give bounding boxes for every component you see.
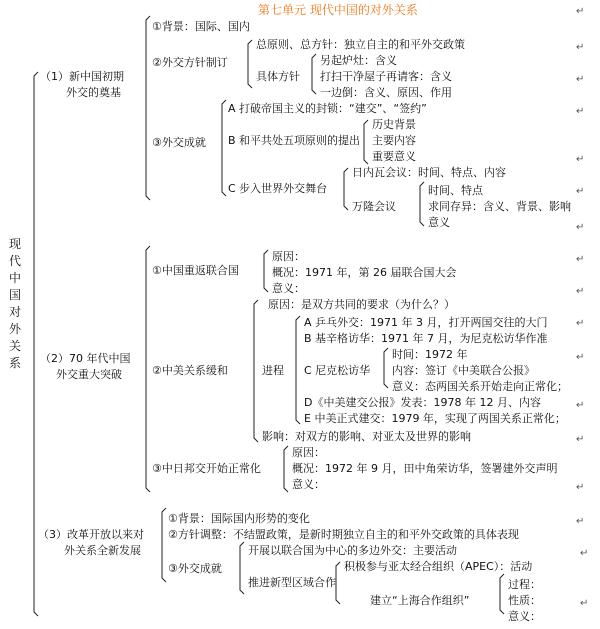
s1-geneva: 日内瓦会议：时间、特点、内容: [352, 166, 506, 179]
s2-sino-japan-1: 原因：: [292, 446, 325, 459]
s1-ach-b-1: 历史背景: [372, 118, 416, 131]
s3-apec: 积极参与亚太经合组织（APEC）：活动: [344, 560, 533, 573]
s1-bandung: 万隆会议: [352, 200, 396, 213]
s2-process: 进程: [262, 364, 284, 377]
s1-ach-b-2: 主要内容: [372, 134, 416, 147]
s1-policy-specific: 具体方针: [256, 70, 300, 83]
s2-sino-us: ②中美关系缓和: [152, 364, 228, 377]
s3-sco-1: 过程：: [508, 578, 541, 591]
return-mark: ↵: [576, 318, 585, 329]
s3-ach-1: 开展以联合国为中心的多边外交：主要活动: [248, 544, 457, 557]
s1-background: ①背景：国际、国内: [152, 20, 250, 33]
s3-sco-3: 意义：: [508, 610, 541, 623]
s3-background: ①背景：国际国内形势的变化: [168, 512, 310, 525]
return-mark: ↵: [576, 154, 585, 165]
s1-policy-item-1: 另起炉灶：含义: [320, 54, 397, 67]
s2-process-e: E 中美正式建交：1979 年，实现了两国关系正常化；: [304, 412, 566, 425]
s3-ach-2: 推进新型区域合作: [248, 576, 336, 589]
s1-policy-item-2: 打扫干净屋子再请客：含义: [320, 70, 452, 83]
return-mark: ↵: [576, 106, 585, 117]
s2-process-d: D《中美建交公报》发表：1978 年 12 月、内容: [304, 396, 541, 409]
s2-un-1: 原因：: [272, 250, 305, 263]
s2-influence: 影响：对双方的影响、对亚太及世界的影响: [262, 430, 471, 443]
s1-label-2: 外交的奠基: [66, 86, 121, 99]
return-mark: ↵: [576, 482, 585, 493]
s1-ach-b-3: 重要意义: [372, 150, 416, 163]
s2-sino-japan-3: 意义：: [292, 478, 325, 491]
s3-label: （3）改革开放以来对: [38, 528, 144, 541]
return-mark: ↵: [576, 254, 585, 265]
s2-process-c: C 尼克松访华: [304, 364, 371, 377]
return-mark: ↵: [576, 42, 585, 53]
root-topic: 现代中国对外关系: [8, 237, 21, 370]
s2-sino-japan: ③中日邦交开始正常化: [152, 462, 261, 475]
page-title: 第七单元 现代中国的对外关系: [258, 3, 418, 17]
s3-sco-2: 性质：: [508, 594, 541, 607]
s1-ach-c: C 步入世界外交舞台: [228, 182, 328, 195]
s2-process-c-1: 时间：1972 年: [392, 348, 468, 361]
s2-un-2: 概况：1971 年，第 26 届联合国大会: [272, 266, 457, 279]
s2-sino-japan-2: 概况：1972 年 9 月，田中角荣访华，签署建外交声明: [292, 462, 558, 475]
return-mark: ↵: [576, 74, 585, 85]
return-mark: ↵: [580, 548, 589, 559]
return-mark: ↵: [576, 352, 585, 363]
s1-policy: ②外交方针制订: [152, 56, 228, 69]
s2-un-3: 意义：: [272, 282, 305, 295]
s2-un: ①中国重返联合国: [152, 264, 239, 277]
return-mark: ↵: [576, 516, 585, 527]
return-mark: ↵: [576, 434, 585, 445]
s2-sino-us-reason: 原因：是双方共同的要求（为什么？）: [268, 298, 455, 311]
return-mark: ↵: [576, 222, 585, 233]
return-mark: ↵: [576, 286, 585, 297]
return-mark: ↵: [576, 186, 585, 197]
s1-policy-item-3: 一边倒：含义、原因、作用: [320, 86, 452, 99]
s3-adjustment: ②方针调整：不结盟政策，是新时期独立自主的和平外交政策的具体表现: [168, 528, 519, 541]
s2-label: （2）70 年代中国: [40, 352, 131, 365]
s1-label: （1）新中国初期: [40, 70, 124, 83]
return-mark: ↵: [576, 400, 585, 411]
s1-policy-general: 总原则、总方针：独立自主的和平外交政策: [256, 38, 465, 51]
return-mark: ↵: [580, 598, 589, 609]
s3-sco: 建立“上海合作组织”: [370, 594, 470, 607]
s2-process-a: A 乒乓外交：1971 年 3 月，打开两国交往的大门: [304, 316, 548, 329]
return-mark: ↵: [576, 6, 585, 17]
s3-label-2: 外关系全新发展: [64, 544, 141, 557]
s3-achievements: ③外交成就: [168, 562, 222, 575]
s1-ach-a: A 打破帝国主义的封锁：“建交”、“签约”: [228, 102, 427, 115]
s2-process-c-2: 内容：签订《中美联合公报》: [392, 364, 535, 377]
s2-process-c-3: 意义：态两国关系开始走向正常化；: [392, 380, 568, 393]
s1-bandung-1: 时间、特点: [428, 184, 483, 197]
s1-bandung-2: 求同存异：含义、背景、影响: [428, 200, 571, 213]
s1-achievements: ③外交成就: [152, 136, 206, 149]
s2-label-2: 外交重大突破: [56, 368, 122, 381]
s2-process-b: B 基辛格访华：1971 年 7 月，为尼克松访华作准: [304, 332, 548, 345]
s1-bandung-3: 意义: [428, 216, 450, 229]
s1-ach-b: B 和平共处五项原则的提出: [228, 134, 361, 147]
